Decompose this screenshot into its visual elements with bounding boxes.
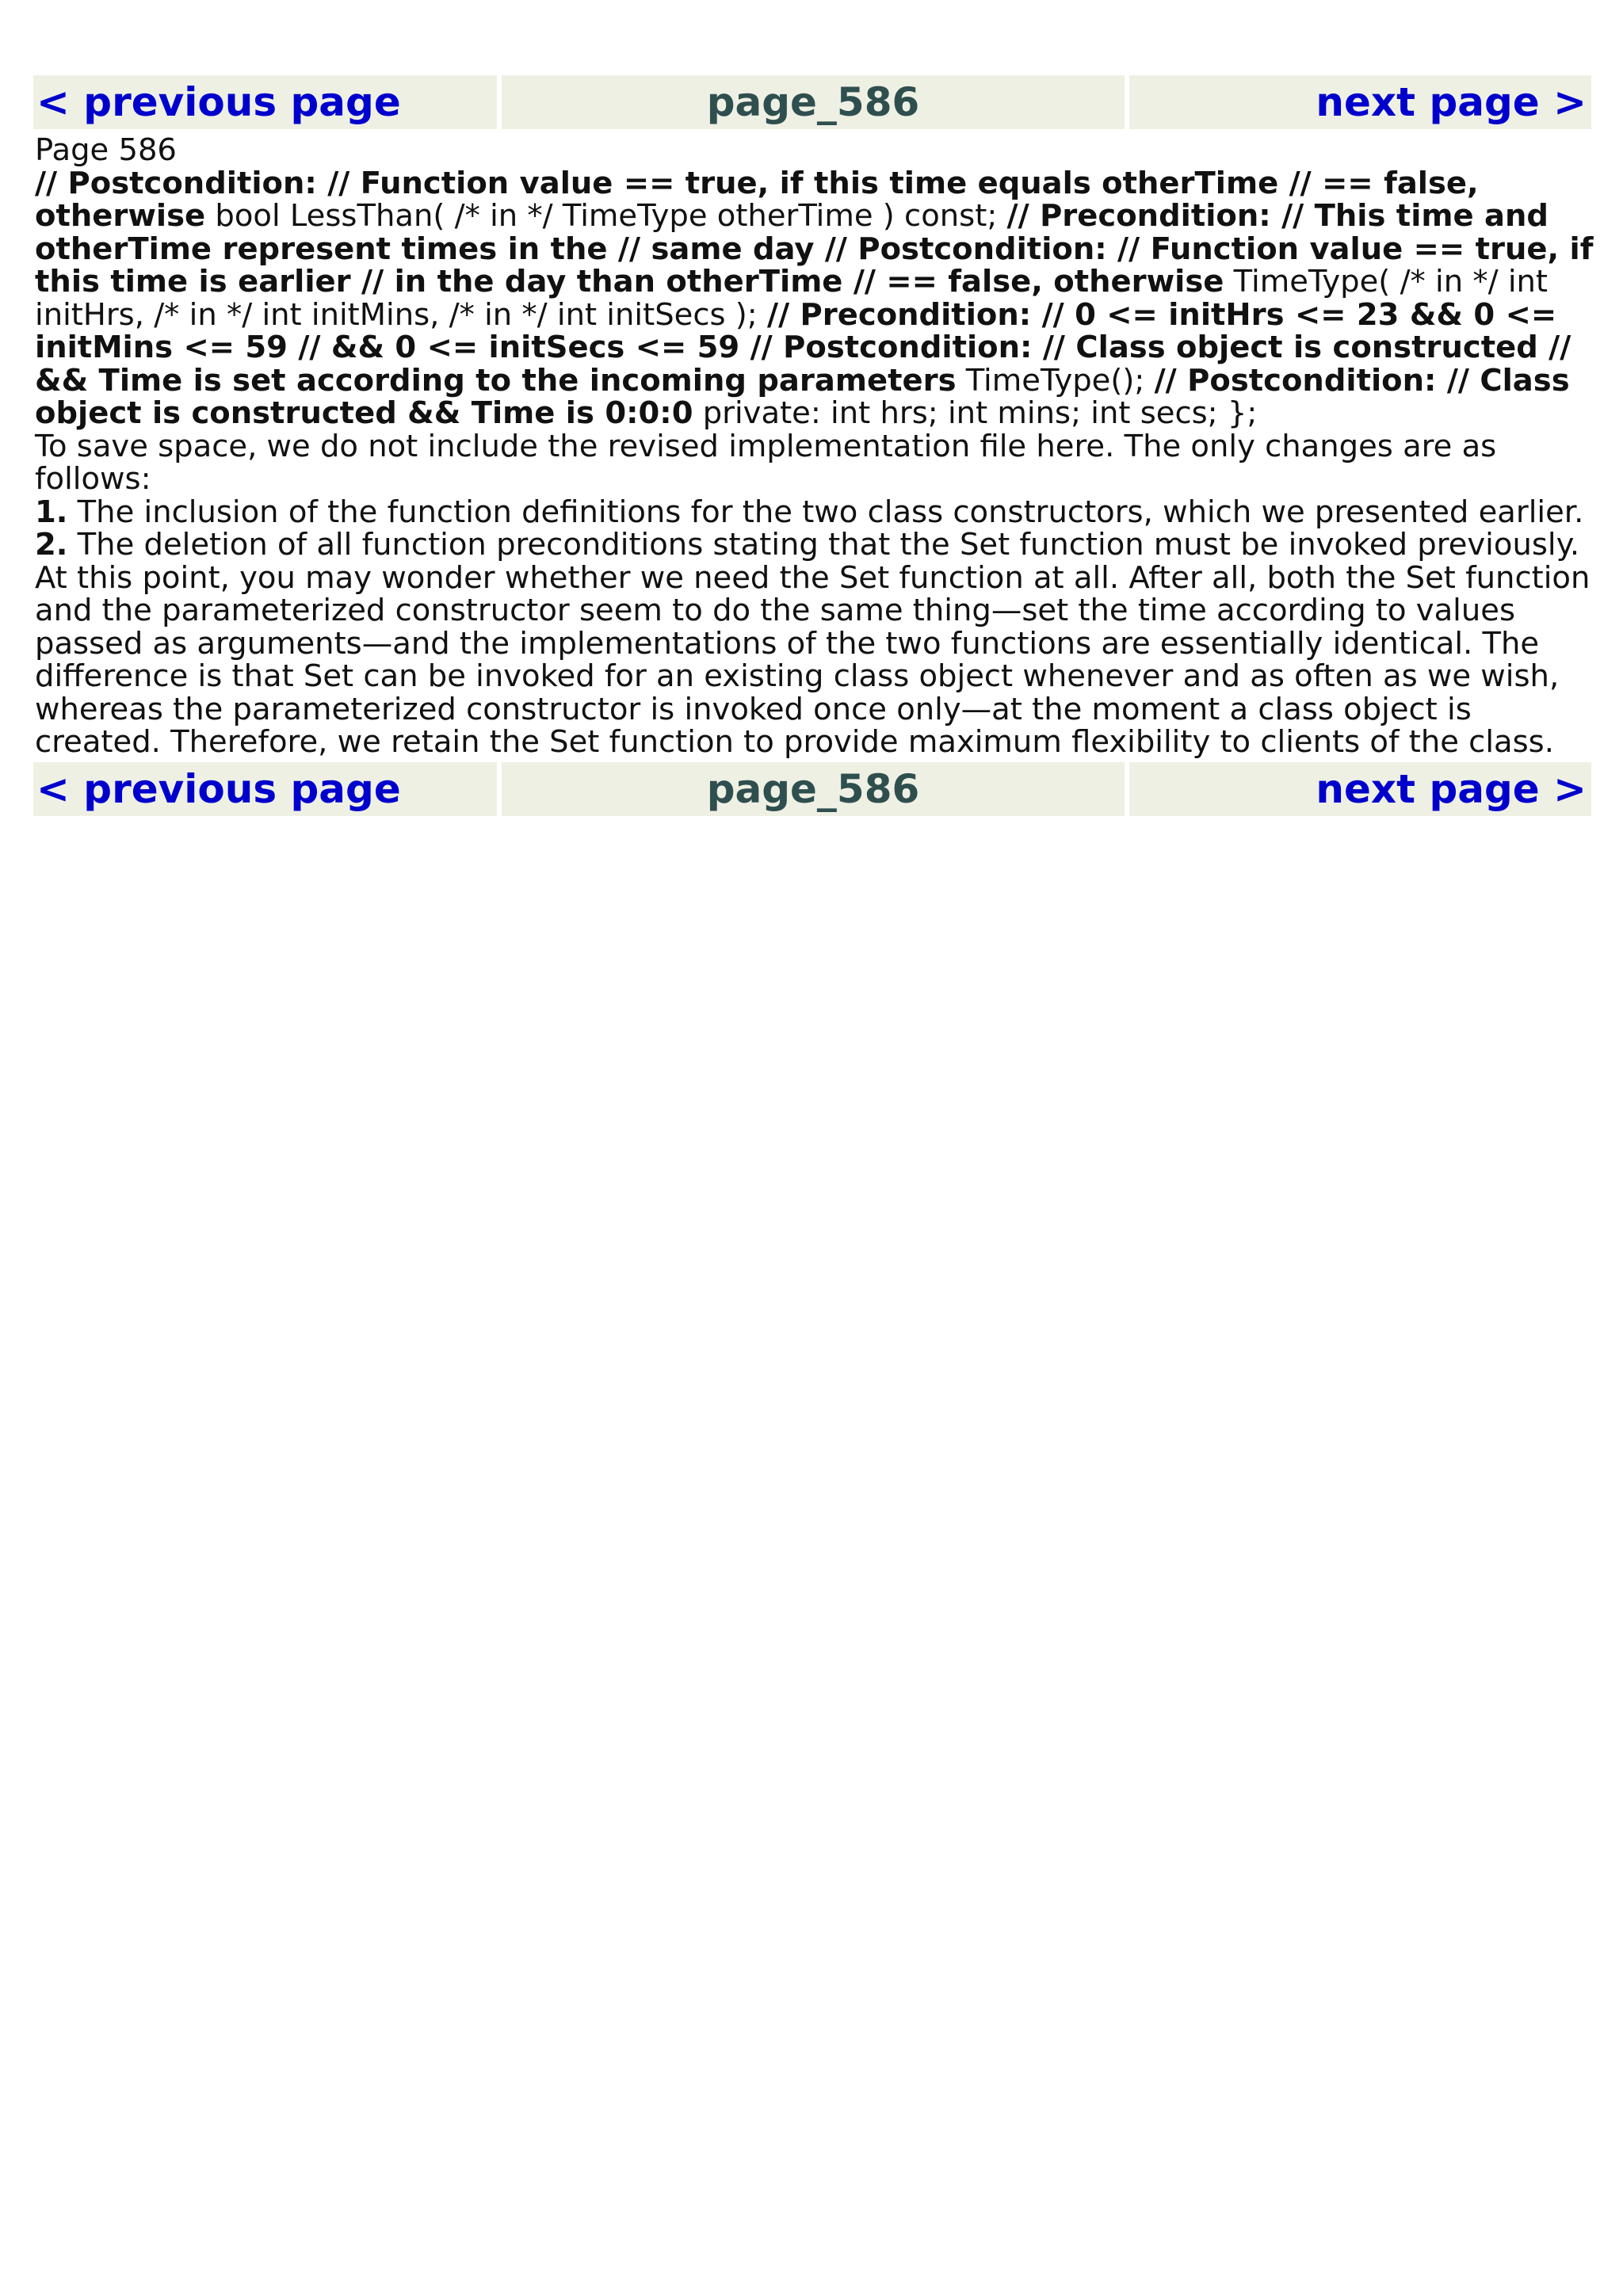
intro-paragraph: To save space, we do not include the revised implementation file here. The only changes are as follows:	[35, 428, 1497, 497]
code-comment: // Postcondition: // Function value == true, if this time equals otherTime // == false, otherwise	[35, 165, 1479, 234]
bottom-previous-page-link[interactable]: < previous page	[36, 765, 401, 812]
list-item	[35, 496, 1596, 529]
bottom-nav-next-cell	[1129, 762, 1591, 816]
list-item-text: The deletion of all function preconditions stating that the Set function must be invoked previously.	[67, 527, 1580, 563]
list-item-text: The inclusion of the function definitions for the two class constructors, which we presented earlier.	[67, 494, 1584, 530]
bottom-navbar	[33, 762, 1596, 816]
code-listing	[35, 167, 1596, 430]
code-comment: // Precondition: // 0 <= initHrs <= 23 && 0 <= initMins <= 59 // && 0 <= initSecs <= 59 // Postcondition: // Class object is constructed // && Time is set according to the incoming parameters	[35, 296, 1571, 399]
code-comment: // Postcondition: // Class object is constructed && Time is 0:0:0	[35, 362, 1570, 431]
list-item	[35, 528, 1596, 562]
code-statement: TimeType( /* in */ int initHrs, /* in */ int initMins, /* in */ int initSecs );	[35, 264, 1549, 333]
code-statement: private: int hrs; int mins; int secs; };	[693, 395, 1258, 431]
top-page-id: page_586	[706, 79, 920, 125]
top-next-page-link[interactable]: next page >	[1316, 79, 1587, 125]
bottom-nav-prev-cell	[33, 762, 497, 816]
list-item-number: 2.	[35, 527, 68, 563]
code-statement: TimeType();	[956, 362, 1155, 399]
closing-paragraph: At this point, you may wonder whether we need the Set function at all. After all, both the Set function and the parameterized constructor seem to do the same thing—set the time according to values passed as arguments—and the implementations of the two functions are essentially identical. The difference is that Set can be invoked for an existing class object whenever and as often as we wish, whereas the parameterized constructor is invoked once only—at the moment a class object is created. Therefore, we retain the Set function to provide maximum flexibility to clients of the class.	[35, 559, 1591, 760]
top-previous-page-link[interactable]: < previous page	[36, 79, 401, 125]
top-navbar	[33, 75, 1596, 129]
list-item-number: 1.	[35, 494, 68, 530]
bottom-page-id-cell	[502, 762, 1125, 816]
top-nav-prev-cell	[33, 75, 497, 129]
code-comment: // Precondition: // This time and otherTime represent times in the // same day // Postcondition: // Function value == true, if this time is earlier // in the day than otherTime // == false, otherwise	[35, 198, 1594, 299]
top-nav-next-cell	[1129, 75, 1591, 129]
top-page-id-cell	[502, 75, 1125, 129]
page-content	[33, 129, 1596, 762]
bottom-page-id: page_586	[706, 765, 920, 812]
page-label: Page 586	[35, 132, 177, 168]
document-page	[33, 75, 1596, 816]
bottom-next-page-link[interactable]: next page >	[1316, 765, 1587, 812]
code-statement: bool LessThan( /* in */ TimeType otherTime ) const;	[205, 198, 1007, 234]
